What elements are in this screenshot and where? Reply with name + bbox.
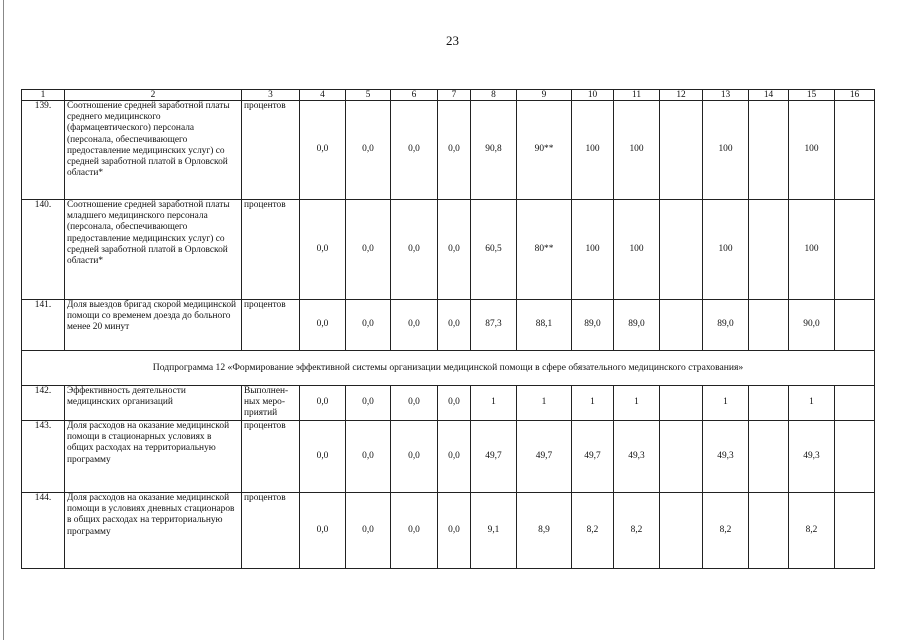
table-row [22, 386, 875, 421]
value-cell: 0,0 [391, 200, 438, 300]
value-cell: 8,2 [703, 493, 749, 569]
column-header: 3 [242, 90, 300, 101]
column-header: 8 [471, 90, 517, 101]
value-cell [660, 200, 703, 300]
column-header: 14 [749, 90, 789, 101]
value-cell: 0,0 [346, 386, 391, 421]
value-cell [749, 493, 789, 569]
value-cell: 1 [471, 386, 517, 421]
value-cell: 0,0 [300, 200, 346, 300]
value-cell: 8,2 [789, 493, 835, 569]
value-cell: 100 [614, 200, 660, 300]
subprogram-title: Подпрограмма 12 «Формирование эффективной системы организации медицинской помощи в сфере обязательного медицинского страхования» [22, 351, 875, 386]
value-cell: 0,0 [438, 493, 471, 569]
value-cell: 0,0 [300, 101, 346, 200]
value-cell [660, 101, 703, 200]
row-number: 143. [22, 421, 65, 493]
value-cell: 49,3 [614, 421, 660, 493]
column-header: 4 [300, 90, 346, 101]
value-cell [749, 200, 789, 300]
value-cell: 80** [517, 200, 572, 300]
value-cell: 0,0 [300, 493, 346, 569]
value-cell: 49,3 [703, 421, 749, 493]
indicator-name: Доля расходов на оказание медицинской помощи в стационарных условиях в общих расходах на территориальную программу [65, 421, 242, 493]
unit-of-measure: процентов [242, 421, 300, 493]
value-cell [749, 101, 789, 200]
indicator-name: Доля расходов на оказание медицинской помощи в условиях дневных стационаров в общих расходах на территориальную программу [65, 493, 242, 569]
value-cell: 0,0 [438, 421, 471, 493]
value-cell: 100 [572, 200, 614, 300]
row-number: 141. [22, 300, 65, 351]
value-cell: 0,0 [438, 200, 471, 300]
value-cell: 100 [614, 101, 660, 200]
value-cell: 89,0 [614, 300, 660, 351]
column-header: 6 [391, 90, 438, 101]
value-cell: 90** [517, 101, 572, 200]
value-cell: 0,0 [391, 493, 438, 569]
value-cell: 0,0 [438, 386, 471, 421]
value-cell: 49,7 [572, 421, 614, 493]
value-cell: 1 [789, 386, 835, 421]
value-cell [835, 493, 875, 569]
column-header: 13 [703, 90, 749, 101]
subprogram-row [22, 351, 875, 386]
value-cell: 88,1 [517, 300, 572, 351]
value-cell: 0,0 [346, 493, 391, 569]
value-cell: 89,0 [572, 300, 614, 351]
value-cell: 100 [703, 101, 749, 200]
value-cell: 0,0 [300, 386, 346, 421]
column-header: 5 [346, 90, 391, 101]
column-number-row [22, 90, 875, 101]
value-cell: 100 [789, 200, 835, 300]
indicator-name: Соотношение средней заработной платы младшего медицинского персонала (персонала, обеспечивающего предоставление медицинских услуг) со средней заработной платой в Орловской области* [65, 200, 242, 300]
value-cell: 8,2 [572, 493, 614, 569]
value-cell: 8,2 [614, 493, 660, 569]
value-cell: 1 [517, 386, 572, 421]
value-cell: 90,8 [471, 101, 517, 200]
table-body [22, 101, 875, 569]
column-header: 11 [614, 90, 660, 101]
value-cell [660, 493, 703, 569]
column-header: 16 [835, 90, 875, 101]
value-cell [749, 300, 789, 351]
value-cell: 0,0 [438, 300, 471, 351]
column-header: 2 [65, 90, 242, 101]
indicator-name: Доля выездов бригад скорой медицинской помощи со временем доезда до больного менее 20 минут [65, 300, 242, 351]
indicator-name: Эффективность деятельности медицинских организаций [65, 386, 242, 421]
table-row [22, 300, 875, 351]
value-cell [660, 386, 703, 421]
value-cell [835, 300, 875, 351]
value-cell [660, 300, 703, 351]
row-number: 140. [22, 200, 65, 300]
column-header: 10 [572, 90, 614, 101]
value-cell: 49,7 [517, 421, 572, 493]
table-row [22, 200, 875, 300]
value-cell: 0,0 [346, 421, 391, 493]
value-cell: 0,0 [391, 300, 438, 351]
value-cell [835, 200, 875, 300]
unit-of-measure: Выполнен-ных меро-приятий [242, 386, 300, 421]
unit-of-measure: процентов [242, 101, 300, 200]
value-cell [835, 386, 875, 421]
table-row [22, 421, 875, 493]
value-cell: 1 [572, 386, 614, 421]
row-number: 139. [22, 101, 65, 200]
value-cell [749, 386, 789, 421]
value-cell: 100 [572, 101, 614, 200]
table-row [22, 493, 875, 569]
value-cell: 100 [789, 101, 835, 200]
value-cell: 89,0 [703, 300, 749, 351]
value-cell: 1 [703, 386, 749, 421]
indicators-table [21, 89, 875, 569]
value-cell: 0,0 [438, 101, 471, 200]
value-cell: 0,0 [346, 300, 391, 351]
value-cell: 0,0 [346, 101, 391, 200]
page-edge-line [3, 0, 4, 640]
indicator-name: Соотношение средней заработной платы среднего медицинского (фармацевтического) персонала (персонала, обеспечивающего предоставление медицинских услуг) со средней заработной платой в Орловской области* [65, 101, 242, 200]
value-cell: 0,0 [300, 300, 346, 351]
value-cell: 87,3 [471, 300, 517, 351]
table-row [22, 101, 875, 200]
value-cell: 49,7 [471, 421, 517, 493]
value-cell [835, 421, 875, 493]
value-cell: 8,9 [517, 493, 572, 569]
value-cell: 0,0 [391, 421, 438, 493]
unit-of-measure: процентов [242, 300, 300, 351]
value-cell: 90,0 [789, 300, 835, 351]
value-cell: 9,1 [471, 493, 517, 569]
value-cell: 0,0 [300, 421, 346, 493]
value-cell: 0,0 [391, 386, 438, 421]
value-cell: 60,5 [471, 200, 517, 300]
value-cell: 100 [703, 200, 749, 300]
value-cell: 0,0 [346, 200, 391, 300]
unit-of-measure: процентов [242, 200, 300, 300]
unit-of-measure: процентов [242, 493, 300, 569]
column-header: 12 [660, 90, 703, 101]
page-number: 23 [446, 33, 459, 48]
column-header: 1 [22, 90, 65, 101]
value-cell [749, 421, 789, 493]
column-header: 7 [438, 90, 471, 101]
value-cell [660, 421, 703, 493]
value-cell: 0,0 [391, 101, 438, 200]
row-number: 144. [22, 493, 65, 569]
column-header: 9 [517, 90, 572, 101]
value-cell [835, 101, 875, 200]
value-cell: 49,3 [789, 421, 835, 493]
row-number: 142. [22, 386, 65, 421]
column-header: 15 [789, 90, 835, 101]
value-cell: 1 [614, 386, 660, 421]
